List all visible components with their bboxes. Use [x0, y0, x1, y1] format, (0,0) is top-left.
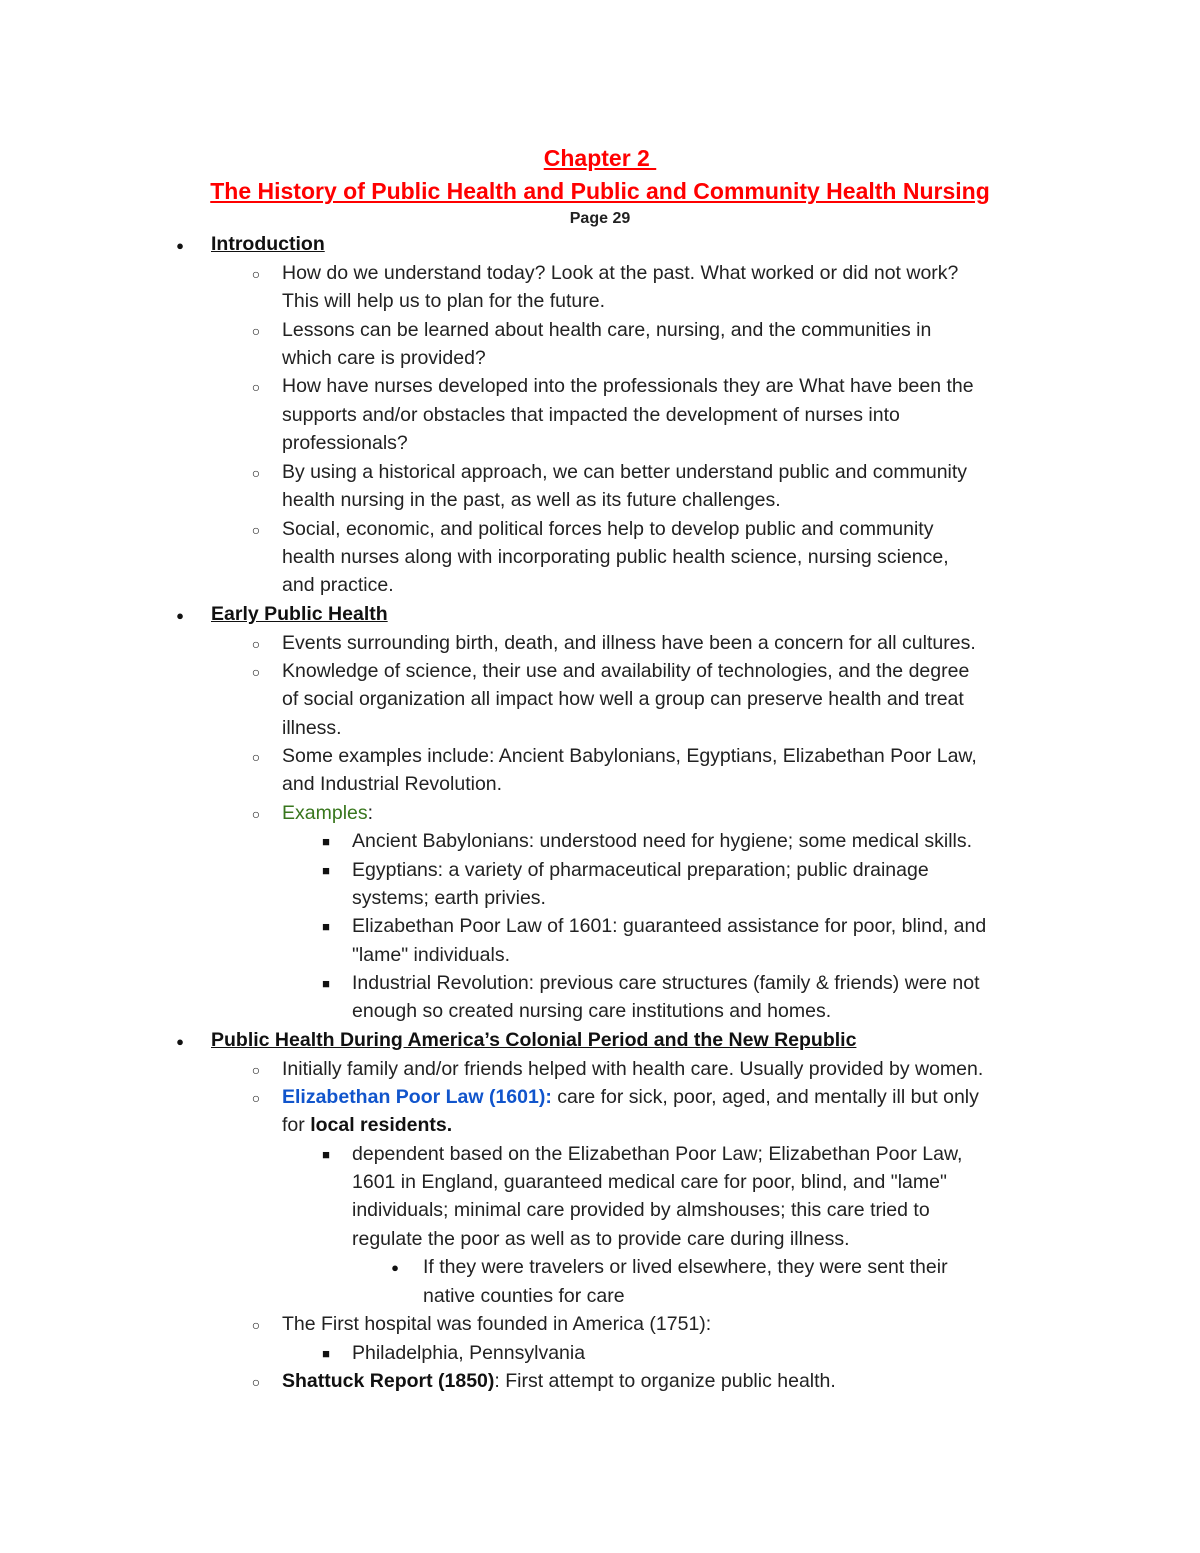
example-line: Egyptians: a variety of pharmaceutical preparation; public drainage [352, 859, 929, 881]
example-line: Elizabethan Poor Law of 1601: guaranteed assistance for poor, blind, and [352, 915, 987, 937]
examples-label-text: Examples [282, 802, 368, 824]
square-bullet: ■ [322, 1346, 330, 1361]
list-item-line: Events surrounding birth, death, and illness have been a concern for all cultures. [282, 632, 976, 654]
list-item-line: illness. [282, 717, 342, 739]
circle-bullet: ○ [251, 323, 261, 339]
circle-bullet: ○ [251, 522, 261, 538]
examples-label [282, 799, 373, 827]
circle-bullet: ○ [251, 749, 261, 765]
circle-bullet: ○ [251, 1062, 261, 1078]
local-residents-text: local residents. [310, 1114, 453, 1136]
square-bullet: ■ [322, 1147, 330, 1162]
list-item-line: Some examples include: Ancient Babylonians, Egyptians, Elizabethan Poor Law, [282, 745, 977, 767]
circle-bullet: ○ [251, 806, 261, 822]
square-bullet: ■ [322, 919, 330, 934]
list-item-line: health nurses along with incorporating public health science, nursing science, [282, 546, 949, 568]
poor-law-prefix: for [282, 1114, 311, 1136]
chapter-heading: Chapter 2 [543, 145, 657, 171]
example-line: Ancient Babylonians: understood need for hygiene; some medical skills. [352, 830, 973, 852]
square-bullet: ■ [322, 834, 330, 849]
disc-bullet: ● [176, 1034, 184, 1049]
list-item-line: By using a historical approach, we can better understand public and community [282, 461, 968, 483]
circle-bullet: ○ [251, 266, 261, 282]
circle-bullet: ○ [251, 664, 261, 680]
list-item-line: If they were travelers or lived elsewhere, they were sent their [423, 1256, 948, 1278]
poor-law-label: Elizabethan Poor Law (1601): [282, 1086, 552, 1108]
list-item-line: health nursing in the past, as well as its future challenges. [282, 489, 781, 511]
poor-law-line-2 [282, 1111, 452, 1139]
list-item-line: Initially family and/or friends helped with health care. Usually provided by women. [282, 1058, 984, 1080]
example-line: systems; earth privies. [352, 887, 546, 909]
list-item-line: and practice. [282, 574, 394, 596]
poor-law-text: care for sick, poor, aged, and mentally ill but only [551, 1086, 979, 1108]
square-bullet: ■ [322, 863, 330, 878]
example-line: Industrial Revolution: previous care structures (family & friends) were not [352, 972, 980, 994]
list-item-line: and Industrial Revolution. [282, 773, 503, 795]
circle-bullet: ○ [251, 1374, 261, 1390]
list-item-line: individuals; minimal care provided by almshouses; this care tried to [352, 1199, 930, 1221]
section-heading-colonial-period: Public Health During America’s Colonial Period and the New Republic [211, 1029, 857, 1051]
shattuck-label: Shattuck Report (1850) [282, 1370, 495, 1392]
disc-bullet: ● [176, 238, 184, 253]
poor-law-line [282, 1083, 979, 1111]
shattuck-line [282, 1367, 836, 1395]
list-item-line: professionals? [282, 432, 408, 454]
section-heading-early-public-health: Early Public Health [211, 603, 388, 625]
list-item-line: How do we understand today? Look at the past. What worked or did not work? [282, 262, 959, 284]
circle-bullet: ○ [251, 379, 261, 395]
list-item-line: supports and/or obstacles that impacted the development of nurses into [282, 404, 900, 426]
circle-bullet: ○ [251, 1317, 261, 1333]
list-item-line: How have nurses developed into the professionals they are What have been the [282, 375, 974, 397]
shattuck-text: : First attempt to organize public health. [494, 1370, 836, 1392]
example-line: "lame" individuals. [352, 944, 510, 966]
square-bullet: ■ [322, 976, 330, 991]
disc-bullet: ● [176, 608, 184, 623]
list-item-line: Social, economic, and political forces help to develop public and community [282, 518, 934, 540]
disc-bullet: ● [391, 1260, 399, 1275]
circle-bullet: ○ [251, 636, 261, 652]
list-item-line: 1601 in England, guaranteed medical care for poor, blind, and "lame" [352, 1171, 947, 1193]
circle-bullet: ○ [251, 465, 261, 481]
list-item-line: This will help us to plan for the future. [282, 290, 605, 312]
list-item-line: The First hospital was founded in America (1751): [282, 1313, 712, 1335]
list-item-line: Lessons can be learned about health care, nursing, and the communities in [282, 319, 932, 341]
list-item-line: regulate the poor as well as to provide care during illness. [352, 1228, 850, 1250]
list-item-line: Knowledge of science, their use and availability of technologies, and the degree [282, 660, 970, 682]
list-item-line: Philadelphia, Pennsylvania [352, 1342, 586, 1364]
section-heading-introduction: Introduction [211, 233, 325, 255]
list-item-line: dependent based on the Elizabethan Poor Law; Elizabethan Poor Law, [352, 1143, 963, 1165]
list-item-line: which care is provided? [282, 347, 486, 369]
examples-colon: : [367, 802, 374, 824]
chapter-title: The History of Public Health and Public and Community Health Nursing [210, 178, 990, 204]
example-line: enough so created nursing care institutions and homes. [352, 1000, 832, 1022]
list-item-line: native counties for care [423, 1285, 625, 1307]
circle-bullet: ○ [251, 1090, 261, 1106]
list-item-line: of social organization all impact how well a group can preserve health and treat [282, 688, 964, 710]
page-number: Page 29 [569, 210, 631, 227]
